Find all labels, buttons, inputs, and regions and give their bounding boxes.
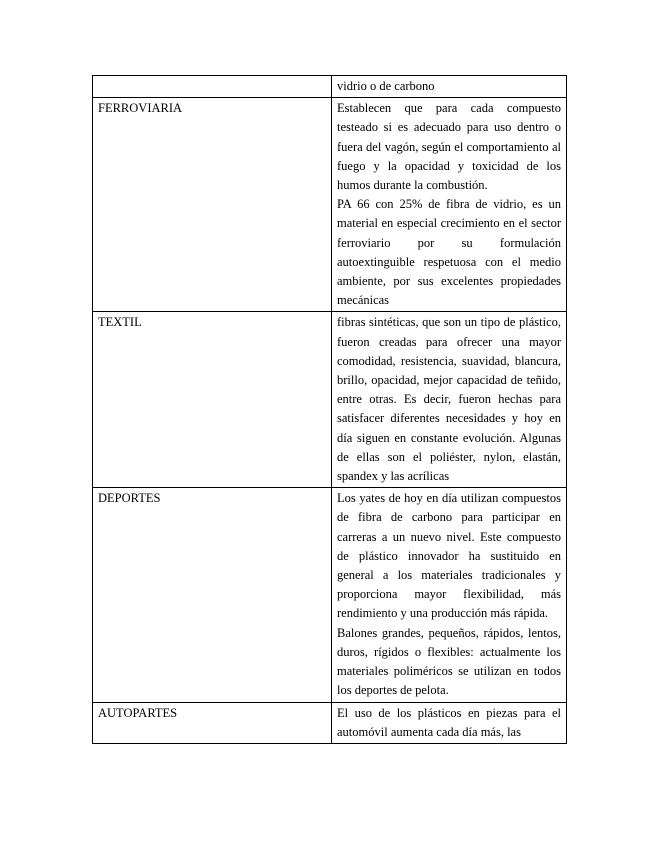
description-paragraph: Los yates de hoy en día utilizan compuestos de fibra de carbono para participar en carreras a un nuevo nivel. Este compuesto de plástico innovador ha sustituido en general a los materiales tradicionales y proporciona mayor flexibilidad, más rendimiento y una producción más rápida. <box>337 491 561 621</box>
table-row <box>93 488 567 702</box>
table-row <box>93 312 567 488</box>
row-label: AUTOPARTES <box>98 705 178 720</box>
table-row <box>93 98 567 312</box>
row-description-cell <box>332 488 567 702</box>
row-description-cell <box>332 312 567 488</box>
description-paragraph: fibras sintéticas, que son un tipo de plástico, fueron creadas para ofrecer una mayor comodidad, resistencia, suavidad, blancura, brillo, opacidad, mejor capacidad de teñido, entre otras. Es decir, fueron hechas para satisfacer diferentes necesidades y hoy en día siguen en constante evolución. Algunas de ellas son el poliéster, nylon, elastán, spandex y las acrílicas <box>337 315 561 484</box>
row-label: FERROVIARIA <box>98 101 183 116</box>
row-label-cell <box>93 702 332 743</box>
row-description-cell <box>332 98 567 312</box>
table-row <box>93 76 567 98</box>
row-description-cell <box>332 76 567 98</box>
row-label-cell <box>93 488 332 702</box>
row-label-cell <box>93 76 332 98</box>
row-description-cell <box>332 702 567 743</box>
row-label-cell <box>93 312 332 488</box>
description-paragraph: Balones grandes, pequeños, rápidos, lentos, duros, rígidos o flexibles: actualmente los materiales poliméricos se utilizan en todos los deportes de pelota. <box>337 625 561 698</box>
row-label: TEXTIL <box>98 315 142 330</box>
row-label: DEPORTES <box>98 491 161 506</box>
description-paragraph: vidrio o de carbono <box>337 79 435 93</box>
description-paragraph: El uso de los plásticos en piezas para el automóvil aumenta cada día más, las <box>337 705 561 739</box>
description-paragraph: PA 66 con 25% de fibra de vidrio, es un material en especial crecimiento en el sector ferroviario por su formulación autoextinguible respetuosa con el medio ambiente, por sus excelentes propiedades mecánicas <box>337 197 561 308</box>
description-paragraph: Establecen que para cada compuesto testeado si es adecuado para uso dentro o fuera del vagón, según el comportamiento al fuego y la opacidad y toxicidad de los humos durante la combustión. <box>337 101 561 193</box>
applications-table <box>92 75 567 744</box>
table-row <box>93 702 567 743</box>
row-label-cell <box>93 98 332 312</box>
